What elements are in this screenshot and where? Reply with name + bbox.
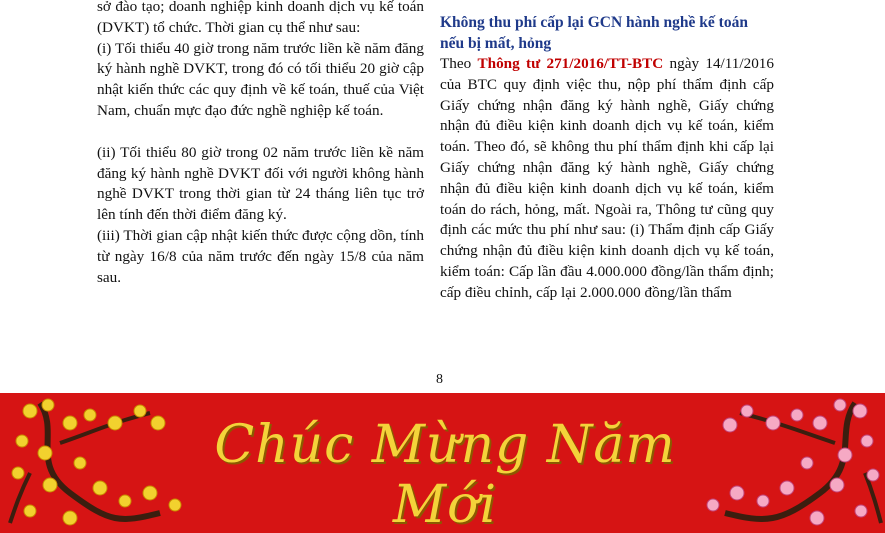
paragraph-body	[440, 54, 774, 304]
paragraph-intro: sở đào tạo; doanh nghiệp kinh doanh dịch vụ kế toán (DVKT) tổ chức. Thời gian cụ thể như sau:	[97, 0, 424, 36]
paragraph-item-ii: (ii) Tối thiểu 80 giờ trong 02 năm trước liền kề năm đăng ký hành nghề DVKT đối với người không hành nghề DVKT trong thời gian từ 24 tháng liên tục trở lên tính đến thời điểm đăng ký.	[97, 143, 424, 224]
page-number: 8	[436, 372, 443, 387]
paragraph-item-i: (i) Tối thiểu 40 giờ trong năm trước liền kề năm đăng ký hành nghề DVKT, trong đó có tối thiểu 20 giờ cập nhật kiến thức các quy định về kế toán, thuế của Việt Nam, chuẩn mực đạo đức nghề nghiệp kế toán.	[97, 39, 424, 119]
section-heading: Không thu phí cấp lại GCN hành nghề kế toán nếu bị mất, hỏng	[440, 14, 748, 52]
apricot-blossom-branch-icon	[0, 393, 200, 533]
intro-text: Theo	[440, 55, 478, 72]
paragraph-gap	[97, 122, 424, 143]
greeting-text: Chúc Mừng Năm Mới	[214, 415, 676, 533]
circular-link[interactable]: Thông tư 271/2016/TT-BTC	[477, 55, 664, 72]
body-text: ngày 14/11/2016 của BTC quy định việc thu, nộp phí thẩm định cấp Giấy chứng nhận đăng ký hành nghề, Giấy chứng nhận đủ điều kiện kinh doanh dịch vụ kế toán, kiểm toán. Theo đó, sẽ không thu phí thẩm định khi cấp lại Giấy chứng nhận đăng ký hành nghề, Giấy chứng nhận đủ điều kiện kinh doanh dịch vụ kế toán, kiểm toán do rách, hỏng, mất. Ngoài ra, Thông tư cũng quy định các mức thu phí như sau: (i) Thẩm định cấp Giấy chứng nhận đủ điều kiện kinh doanh dịch vụ kế toán, kiểm toán: Cấp lần đầu 4.000.000 đồng/lần thẩm định; cấp điều chỉnh, cấp lại 2.000.000 đồng/lần thẩm	[440, 55, 774, 301]
left-column	[97, 0, 424, 288]
peach-blossom-branch-icon	[685, 393, 885, 533]
paragraph-item-iii: (iii) Thời gian cập nhật kiến thức được cộng dồn, tính từ ngày 16/8 của năm trước đến ngày 15/8 của năm sau.	[97, 226, 424, 286]
right-column	[440, 12, 774, 304]
new-year-banner	[0, 393, 885, 533]
